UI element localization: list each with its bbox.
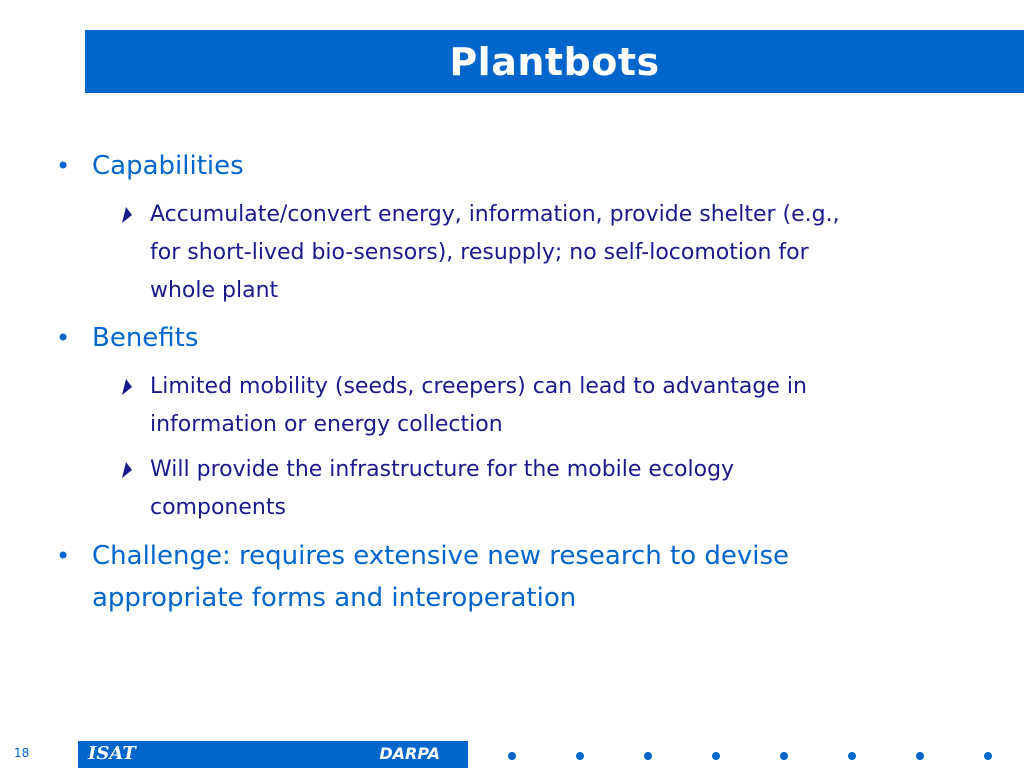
flag-icon [118,203,134,225]
sub-bullet-text [150,196,970,310]
sub-bullet-line: information or energy collection [150,412,503,437]
dot-icon [576,752,584,760]
dot-icon [984,752,992,760]
bullet-text: Benefits [92,323,199,353]
dot-bullet-icon: • [56,542,71,570]
dot-bullet-icon: • [56,324,71,352]
sub-bullet-line: components [150,495,286,520]
dot-icon [916,752,924,760]
dot-bullet-icon: • [56,152,71,180]
dot-icon [508,752,516,760]
sub-bullet-line: Accumulate/convert energy, information, provide shelter (e.g., [150,202,840,227]
dot-icon [712,752,720,760]
dot-icon [848,752,856,760]
page-number: 18 [14,746,30,760]
bullet-line: Challenge: requires extensive new research to devise [92,541,790,571]
flag-icon [118,458,134,480]
sub-bullet-line: Will provide the infrastructure for the mobile ecology [150,457,735,482]
flag-icon [118,375,134,397]
footer-logo-isat: ISAT [88,743,136,764]
dot-icon [780,752,788,760]
sub-bullet-text [150,451,970,527]
footer-bar [78,741,468,768]
dot-icon [644,752,652,760]
bullet-line: appropriate forms and interoperation [92,583,577,613]
bullet-text: Capabilities [92,151,244,181]
sub-bullet-line: Limited mobility (seeds, creepers) can lead to advantage in [150,374,807,399]
sub-bullet-text [150,368,970,444]
sub-bullet-line: whole plant [150,278,279,303]
bullet-text [92,535,952,619]
sub-bullet-line: for short-lived bio-sensors), resupply; no self-locomotion for [150,240,809,265]
footer-logo-darpa: DARPA [379,744,440,763]
slide-title: Plantbots [449,39,660,84]
